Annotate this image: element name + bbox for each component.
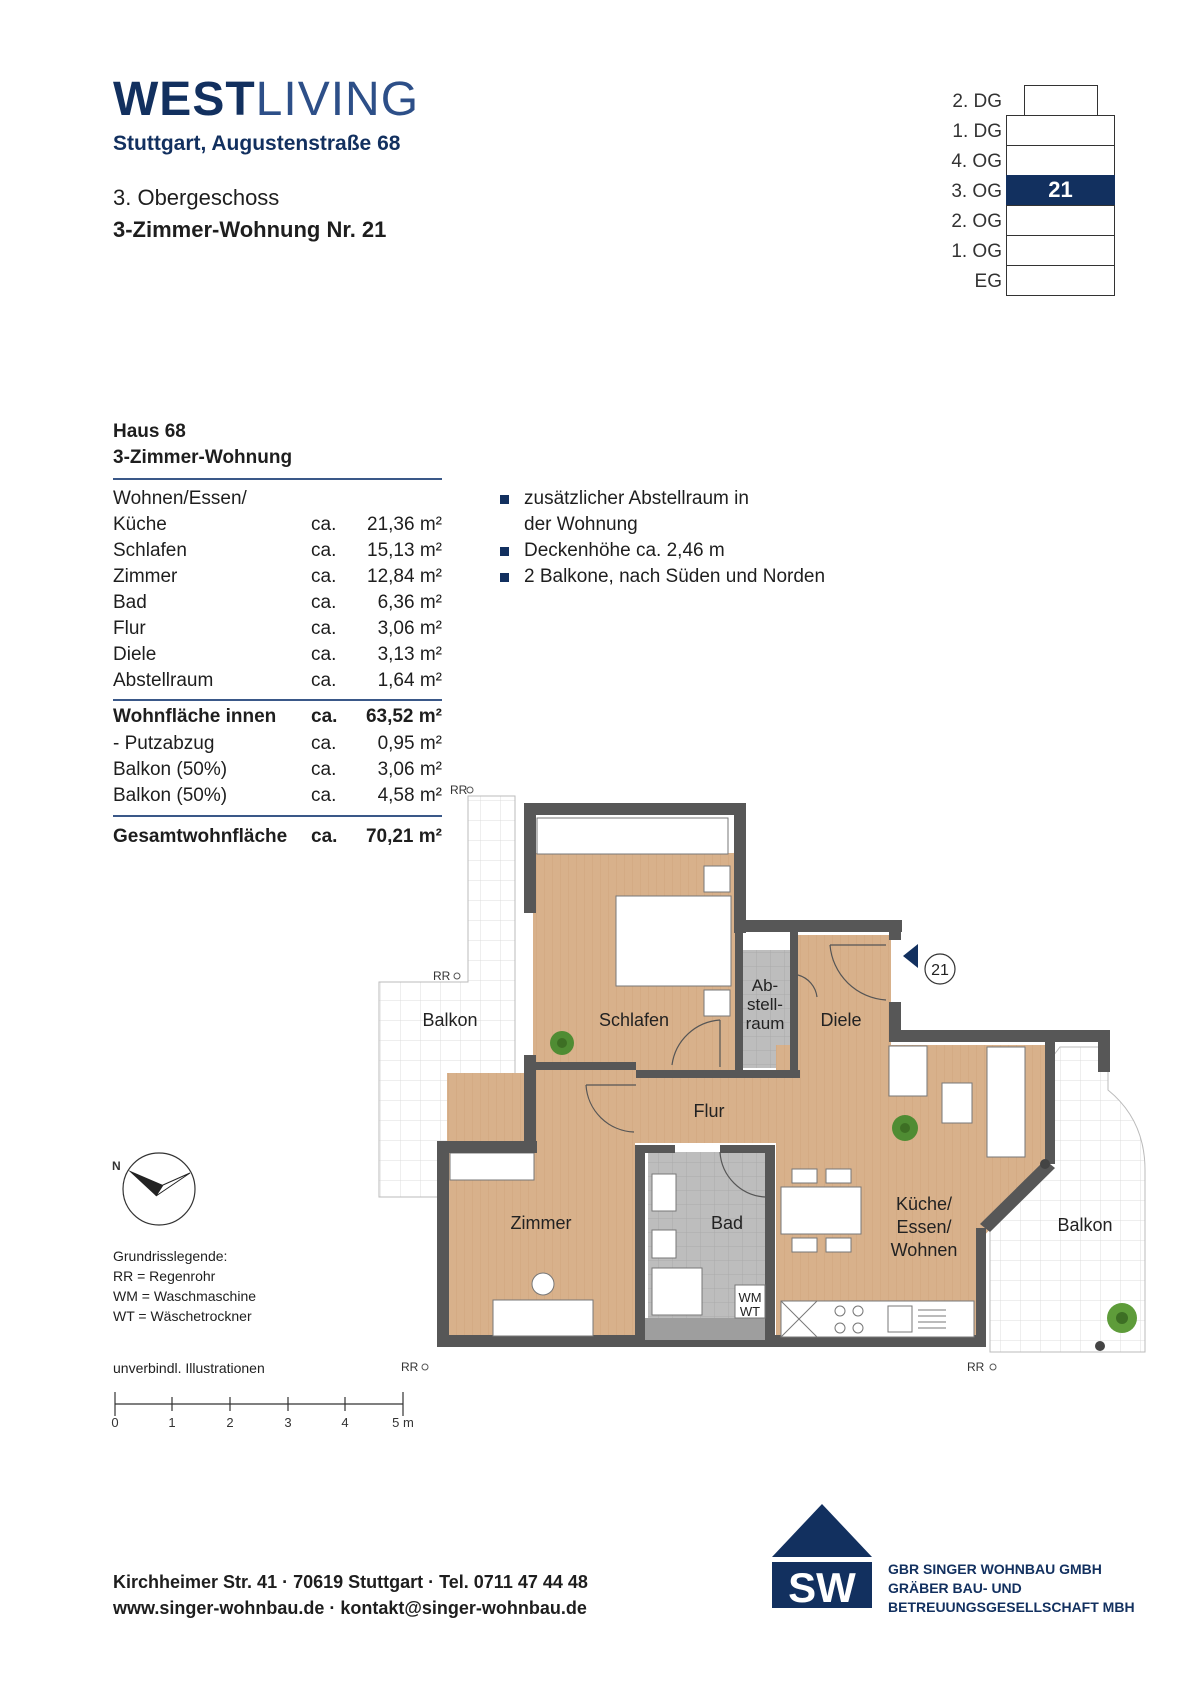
room-label-schlafen: Schlafen — [598, 1010, 670, 1030]
kitchen-counter — [781, 1301, 974, 1337]
ca-label: ca. — [311, 514, 337, 535]
scale-tick-label: 4 — [341, 1415, 349, 1430]
dining-table — [781, 1187, 861, 1234]
room-label-abstell: stell- — [747, 995, 783, 1014]
contact-web-email: www.singer-wohnbau.de · kontakt@singer-wohnbau.de — [113, 1598, 587, 1618]
floor-label: 2. OG — [951, 211, 1002, 232]
house-name: Haus 68 — [113, 421, 186, 442]
entrance-unit-label: 21 — [931, 962, 949, 979]
ca-label: ca. — [311, 785, 337, 806]
room-name: Diele — [113, 644, 157, 665]
floor-label: 3. OG — [951, 181, 1002, 202]
total-value: 70,21 m² — [365, 826, 442, 847]
ca-label: ca. — [311, 540, 337, 561]
adjustment-name: Balkon (50%) — [113, 785, 228, 806]
wt-label: WT — [739, 1304, 761, 1319]
ca-label: ca. — [311, 670, 337, 691]
floor-label: 1. OG — [951, 241, 1002, 262]
zimmer-floor — [447, 1073, 635, 1337]
ca-label: ca. — [311, 592, 337, 613]
room-label-kuche: Küche/ — [895, 1194, 953, 1214]
scale-bar — [115, 1392, 403, 1416]
room-name: Bad — [113, 592, 147, 613]
room-name: Abstellraum — [113, 670, 214, 691]
illustration-note: unverbindl. Illustrationen — [113, 1360, 265, 1376]
room-name: Schlafen — [113, 540, 187, 561]
project-address: Stuttgart, Augustenstraße 68 — [113, 132, 401, 155]
legend-item: WT = Wäschetrockner — [113, 1308, 252, 1324]
legend-title: Grundrisslegende: — [113, 1248, 228, 1264]
floor-box-active: 21 — [1006, 175, 1115, 206]
room-area: 1,64 m² — [377, 670, 442, 691]
ca-label: ca. — [311, 826, 338, 847]
room-label-kuche: Wohnen — [890, 1240, 958, 1260]
bed — [616, 896, 731, 986]
wm-label: WM — [738, 1290, 762, 1305]
apartment-name: 3-Zimmer-Wohnung Nr. 21 — [113, 217, 387, 242]
legend-item: WM = Waschmaschine — [113, 1288, 257, 1304]
ca-label: ca. — [311, 759, 337, 780]
subtotal-value: 63,52 m² — [365, 706, 442, 727]
north-label: N — [112, 1159, 121, 1173]
scale-tick-label: 2 — [226, 1415, 234, 1430]
ca-label: ca. — [311, 733, 337, 754]
room-area: 3,13 m² — [377, 644, 442, 665]
entrance-arrow-icon — [903, 944, 918, 968]
room-label-balkon-east: Balkon — [1057, 1215, 1113, 1235]
floor-label: EG — [974, 271, 1002, 292]
brand-light: LIVING — [255, 73, 420, 126]
room-name: Flur — [113, 618, 146, 639]
room-label-kuche: Essen/ — [896, 1217, 952, 1237]
scale-tick-label: 1 — [168, 1415, 176, 1430]
adjustment-value: 4,58 m² — [377, 785, 442, 806]
sofa — [987, 1047, 1025, 1157]
room-name: Wohnen/Essen/ — [113, 488, 247, 509]
room-label-bad: Bad — [710, 1213, 744, 1233]
rr-label: RR — [450, 783, 468, 797]
floor-label: 1. DG — [952, 121, 1002, 142]
desk — [493, 1300, 593, 1336]
floor-label: 4. OG — [951, 151, 1002, 172]
room-label-zimmer: Zimmer — [510, 1213, 572, 1233]
room-area: 3,06 m² — [377, 618, 442, 639]
rr-label: RR — [967, 1360, 985, 1374]
scale-tick-label: 3 — [284, 1415, 292, 1430]
total-label: Gesamtwohnfläche — [113, 826, 288, 847]
floor-name: 3. Obergeschoss — [113, 185, 280, 210]
company-name: BETREUUNGSGESELLSCHAFT MBH — [888, 1599, 1135, 1615]
adjustment-value: 0,95 m² — [377, 733, 442, 754]
company-logo-icon — [772, 1504, 872, 1557]
scale-tick-label: 0 — [111, 1415, 119, 1430]
rr-label: RR — [433, 969, 451, 983]
company-name: GBR SINGER WOHNBAU GMBH — [888, 1561, 1102, 1577]
ca-label: ca. — [311, 644, 337, 665]
adjustment-name: Balkon (50%) — [113, 759, 228, 780]
room-label-balkon-west: Balkon — [422, 1010, 478, 1030]
room-area: 15,13 m² — [367, 540, 442, 561]
adjustment-value: 3,06 m² — [377, 759, 442, 780]
room-name: Küche — [113, 514, 167, 535]
room-label-abstell: raum — [745, 1014, 785, 1033]
legend-item: RR = Regenrohr — [113, 1268, 216, 1284]
apartment-type: 3-Zimmer-Wohnung — [113, 447, 293, 468]
company-logo-text: SW — [788, 1564, 856, 1611]
room-area: 6,36 m² — [377, 592, 442, 613]
brand-bold: WEST — [113, 73, 256, 126]
room-area: 21,36 m² — [367, 514, 442, 535]
ca-label: ca. — [311, 706, 338, 727]
rr-label: RR — [401, 1360, 419, 1374]
room-label-diele: Diele — [820, 1010, 862, 1030]
subtotal-label: Wohnfläche innen — [113, 706, 277, 727]
ca-label: ca. — [311, 618, 337, 639]
room-label-abstell: Ab- — [751, 976, 779, 995]
scale-tick-label: 5 m — [392, 1415, 414, 1430]
floor-label: 2. DG — [952, 91, 1002, 112]
room-name: Zimmer — [113, 566, 178, 587]
armchair — [889, 1046, 927, 1096]
company-name: GRÄBER BAU- UND — [888, 1580, 1022, 1596]
room-label-flur: Flur — [693, 1101, 725, 1121]
ca-label: ca. — [311, 566, 337, 587]
room-area: 12,84 m² — [367, 566, 442, 587]
adjustment-name: - Putzabzug — [113, 733, 215, 754]
contact-address: Kirchheimer Str. 41 · 70619 Stuttgart · Tel. 0711 47 44 48 — [113, 1572, 588, 1592]
